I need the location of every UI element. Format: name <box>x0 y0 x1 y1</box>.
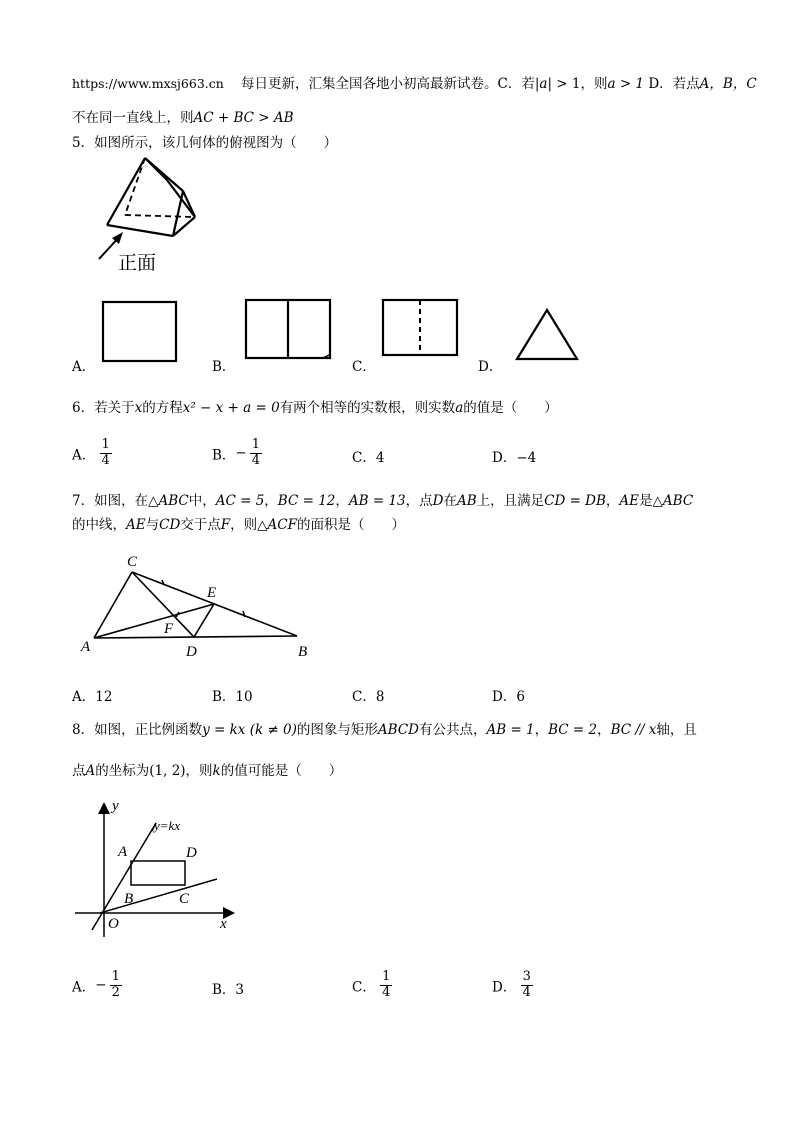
q5-stem: 5．如图所示，该几何体的俯视图为（ ） <box>72 135 338 151</box>
label-d: D <box>186 644 197 660</box>
side-ab <box>94 636 297 638</box>
site-slogan: 每日更新，汇集全国各地小初高最新试卷。 <box>241 76 498 92</box>
q5-option-c-label[interactable]: C． <box>352 359 376 375</box>
label-b: B <box>298 644 308 660</box>
q7-option-d[interactable]: D．6 <box>492 689 525 705</box>
label-c: C <box>127 554 138 570</box>
q8-option-a-sign: − <box>95 977 107 994</box>
q8-option-c-fraction: $\frac{1}{4}$ <box>382 969 391 1000</box>
label-d: D <box>186 845 197 861</box>
label-b: B <box>124 891 134 907</box>
q6-stem-end: 的值是（ ） <box>463 400 558 416</box>
q8-stem-line1: 8．如图，正比例函数y = kx (k ≠ 0)的图象与矩形ABCD有公共点，AB = 1，BC = 2，BC // x轴，且 <box>72 722 697 738</box>
q6-var-a: a <box>455 400 464 416</box>
q8-option-a-label: A． <box>72 979 96 996</box>
origin-label: O <box>108 916 119 932</box>
q7-option-a[interactable]: A．12 <box>72 689 113 705</box>
func-label: y=kx <box>154 818 181 833</box>
q6-var-x: x <box>134 400 143 416</box>
line-y-kx-steep <box>92 823 156 930</box>
side-cb <box>132 572 297 636</box>
q8-coordinate-figure <box>72 795 242 940</box>
q7-option-b[interactable]: B．10 <box>212 689 253 705</box>
solid-edge <box>145 158 183 191</box>
label-c: C <box>179 891 190 907</box>
q8-option-a-fraction: $\frac{1}{2}$ <box>111 969 120 1000</box>
carry-c-end: a > 1 <box>607 76 645 92</box>
label-e: E <box>207 585 217 601</box>
carry-c-mid: > 1，则 <box>552 76 608 92</box>
carry-line2-pre: 不在同一直线上，则 <box>72 110 194 126</box>
q6-option-d-value: −4 <box>516 450 537 466</box>
q6-option-c-label: C． <box>352 450 376 466</box>
header-line-2 <box>72 106 294 126</box>
q6-option-b[interactable] <box>212 438 262 469</box>
rectangle-abcd <box>131 861 185 885</box>
q6-option-d[interactable] <box>492 446 536 466</box>
q7-triangle-figure <box>72 545 317 665</box>
front-label: 正面 <box>118 252 157 274</box>
q8-option-d-label: D． <box>492 979 517 996</box>
tick-mark <box>243 611 245 617</box>
q6-stem <box>72 396 558 416</box>
q7-stem-line2: 的中线，AE与CD交于点F，则△ACF的面积是（ ） <box>72 517 405 533</box>
q8-option-c-label: C． <box>352 979 376 996</box>
q6-stem-post: 有两个相等的实数根，则实数 <box>279 400 456 416</box>
q8-option-b-value: 3 <box>235 982 245 998</box>
q5-option-b-label[interactable]: B． <box>212 359 236 375</box>
q6-option-a-fraction: $\frac{1}{4}$ <box>101 437 110 468</box>
axis-label-y: y <box>112 798 119 814</box>
q6-option-c-value: 4 <box>375 450 385 466</box>
q5-option-c-figure <box>380 298 462 360</box>
q6-option-a-label: A． <box>72 447 96 464</box>
q8-option-a[interactable] <box>72 970 122 1001</box>
axis-label-x: x <box>220 916 227 932</box>
q7-option-c[interactable]: C．8 <box>352 689 385 705</box>
q5-option-d-figure <box>512 308 582 364</box>
header-line <box>72 72 757 92</box>
hidden-edge <box>125 215 195 217</box>
q8-option-b-label: B． <box>212 982 236 998</box>
label-f: F <box>164 621 174 637</box>
carry-line2-expr: AC + BC > AB <box>193 110 294 126</box>
q5-option-a-label[interactable]: A． <box>72 359 96 375</box>
q6-stem-pre: 6．若关于 <box>72 400 135 416</box>
carry-c-abs: |a| <box>534 76 552 92</box>
q7-stem-line1: 7．如图，在△ABC中，AC = 5，BC = 12，AB = 13，点D在AB上，且满足CD = DB，AE是△ABC <box>72 493 694 509</box>
q8-stem-line2: 点A的坐标为(1, 2)，则k的值可能是（ ） <box>72 763 343 779</box>
q8-option-d-fraction: $\frac{3}{4}$ <box>522 969 531 1000</box>
site-url: https://www.mxsj663.cn <box>72 76 224 91</box>
label-a: A <box>118 844 128 860</box>
q6-option-b-label: B． <box>212 447 236 464</box>
carry-d-prefix: D．若点 <box>648 76 700 92</box>
q6-option-c[interactable] <box>352 446 384 466</box>
q5-option-d-label[interactable]: D． <box>478 359 503 375</box>
line-y-kx-shallow <box>100 879 217 913</box>
q6-option-d-label: D． <box>492 450 517 466</box>
label-a: A <box>81 639 91 655</box>
solid-edge <box>107 225 173 236</box>
carry-c-prefix: C．若 <box>497 76 535 92</box>
q6-option-b-sign: − <box>235 445 247 462</box>
q8-option-c[interactable] <box>352 970 392 1001</box>
q8-option-b[interactable] <box>212 978 244 998</box>
q6-equation: x² − x + a = 0 <box>182 400 280 416</box>
q5-option-b-figure <box>243 298 335 364</box>
q8-option-d[interactable] <box>492 970 533 1001</box>
q6-stem-mid: 的方程 <box>142 400 183 416</box>
q5-option-a-figure <box>100 300 180 364</box>
q6-option-a[interactable] <box>72 438 112 469</box>
q6-option-b-fraction: $\frac{1}{4}$ <box>251 437 261 468</box>
carry-d-points: A，B，C <box>699 76 757 92</box>
